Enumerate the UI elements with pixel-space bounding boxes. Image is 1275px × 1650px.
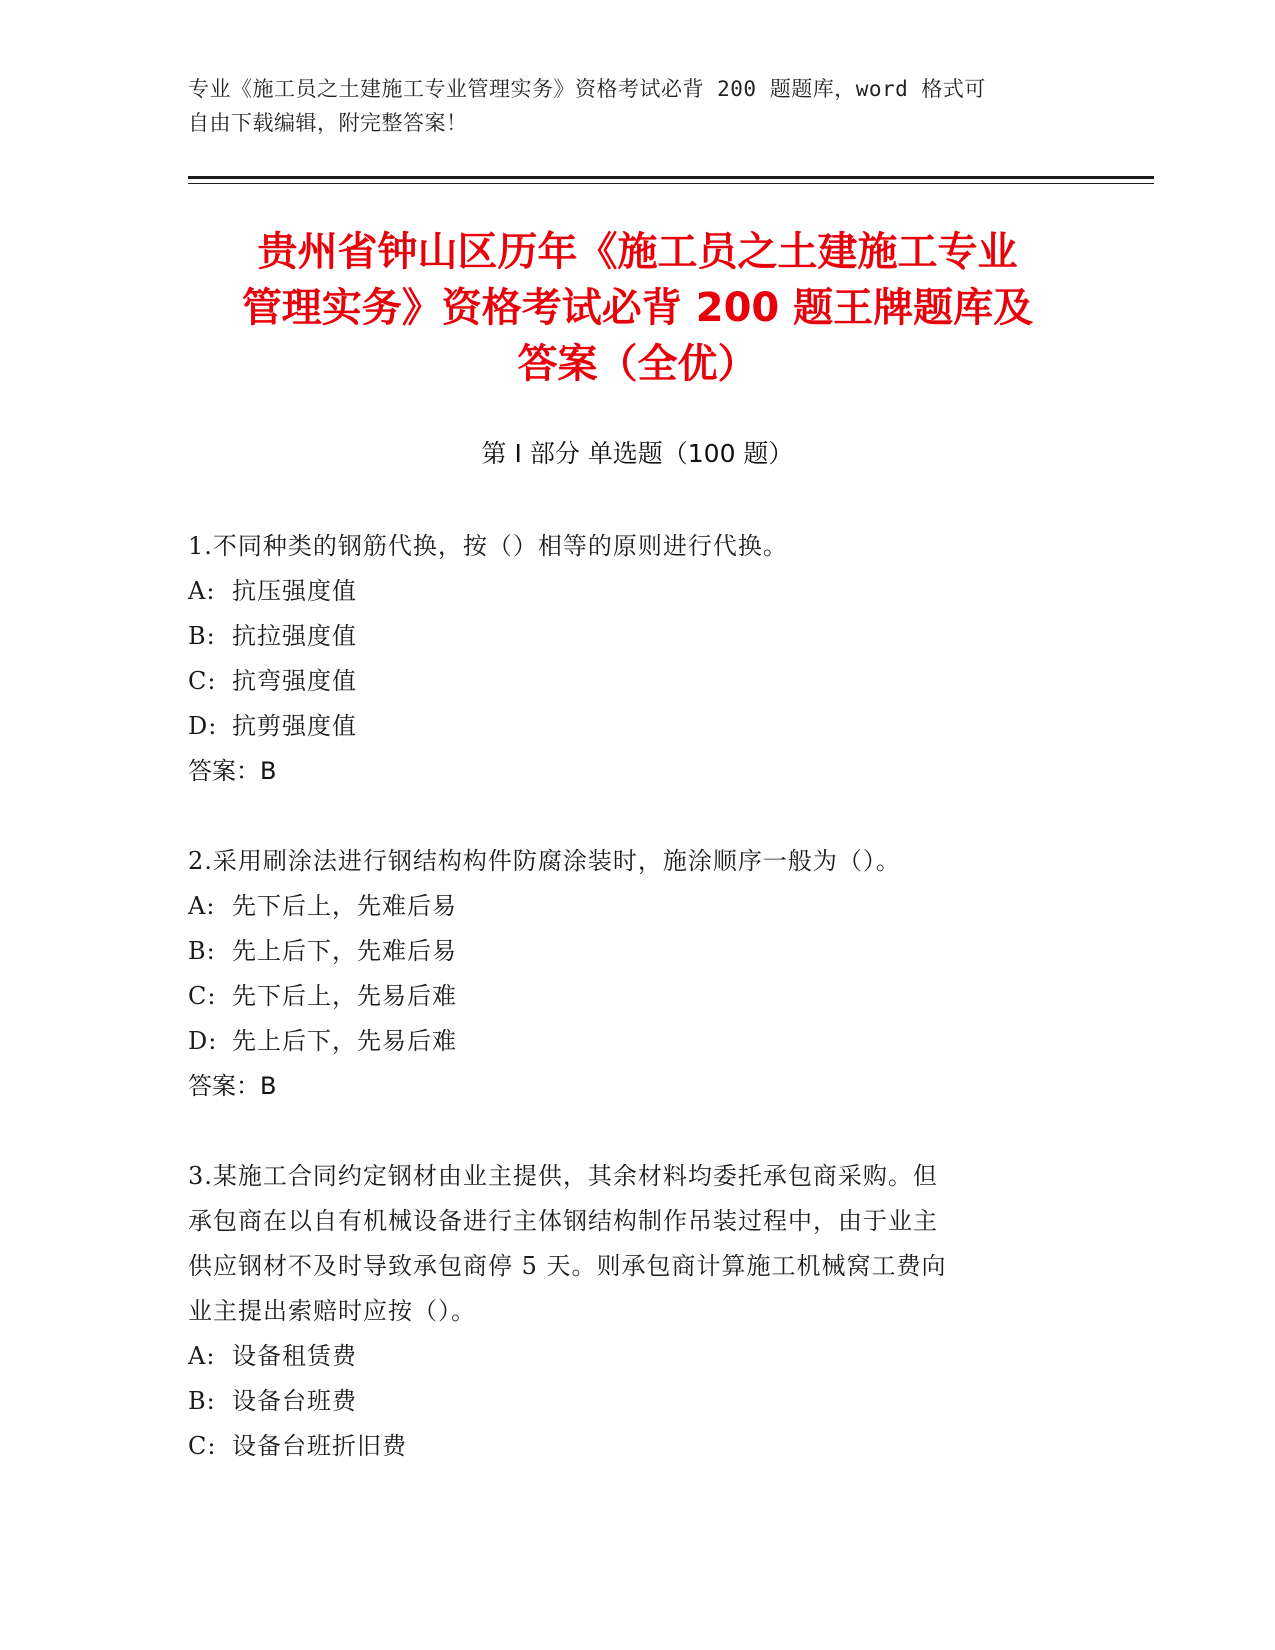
option-key: A: [188,1342,216,1370]
option-key: C: [188,1432,217,1460]
document-title-line1: 贵州省钟山区历年《施工员之土建施工专业 [257,229,1018,275]
header-note-line1: 专业《施工员之土建施工专业管理实务》资格考试必背 200 题题库，word 格式可 [188,77,986,101]
question-stem-line: 业主提出索赔时应按（）。 [188,1297,476,1325]
document-title [160,224,1115,392]
option-key: D: [188,712,218,740]
option-text: 抗拉强度值 [232,622,357,650]
option-d [188,1019,1068,1064]
answer-label: 答案：B [188,1072,277,1100]
question-stem-line: 承包商在以自有机械设备进行主体钢结构制作吊装过程中，由于业主 [188,1207,938,1235]
option-key: C: [188,982,217,1010]
option-text: 设备租赁费 [232,1342,357,1370]
question-stem-line: 3.某施工合同约定钢材由业主提供，其余材料均委托承包商采购。但 [188,1162,938,1190]
option-text: 先下后上，先难后易 [232,892,457,920]
option-b [188,1379,1068,1424]
option-text: 抗压强度值 [232,577,357,605]
option-a [188,569,1068,614]
option-key: B: [188,622,216,650]
option-key: A: [188,892,216,920]
header-note [188,72,1088,140]
option-a [188,1334,1068,1379]
option-a [188,884,1068,929]
question-item [188,1154,1068,1469]
option-key: B: [188,937,216,965]
option-text: 设备台班费 [232,1387,357,1415]
question-stem-line: 供应钢材不及时导致承包商停 5 天。则承包商计算施工机械窝工费向 [188,1252,947,1280]
question-item [188,839,1068,1109]
question-stem: 1.不同种类的钢筋代换，按（）相等的原则进行代换。 [188,532,788,560]
option-key: B: [188,1387,216,1415]
option-text: 先上后下，先难后易 [232,937,457,965]
question-list [188,524,1068,1514]
option-text: 抗剪强度值 [232,712,357,740]
option-key: C: [188,667,217,695]
option-c [188,974,1068,1019]
header-rule-thick [188,176,1154,179]
question-item [188,524,1068,794]
option-text: 抗弯强度值 [232,667,357,695]
document-title-line3: 答案（全优） [517,341,758,387]
option-b [188,929,1068,974]
document-title-line2: 管理实务》资格考试必背 200 题王牌题库及 [241,285,1034,331]
option-d [188,704,1068,749]
question-stem: 2.采用刷涂法进行钢结构构件防腐涂装时，施涂顺序一般为（）。 [188,847,901,875]
header-rule-thin [188,183,1154,184]
option-c [188,1424,1068,1469]
option-text: 先下后上，先易后难 [232,982,457,1010]
option-key: D: [188,1027,218,1055]
option-c [188,659,1068,704]
option-key: A: [188,577,216,605]
option-b [188,614,1068,659]
header-note-line2: 自由下载编辑，附完整答案！ [188,111,468,135]
answer-label: 答案：B [188,757,277,785]
option-text: 设备台班折旧费 [232,1432,407,1460]
section-heading: 第 I 部分 单选题（100 题） [481,439,794,468]
option-text: 先上后下，先易后难 [232,1027,457,1055]
